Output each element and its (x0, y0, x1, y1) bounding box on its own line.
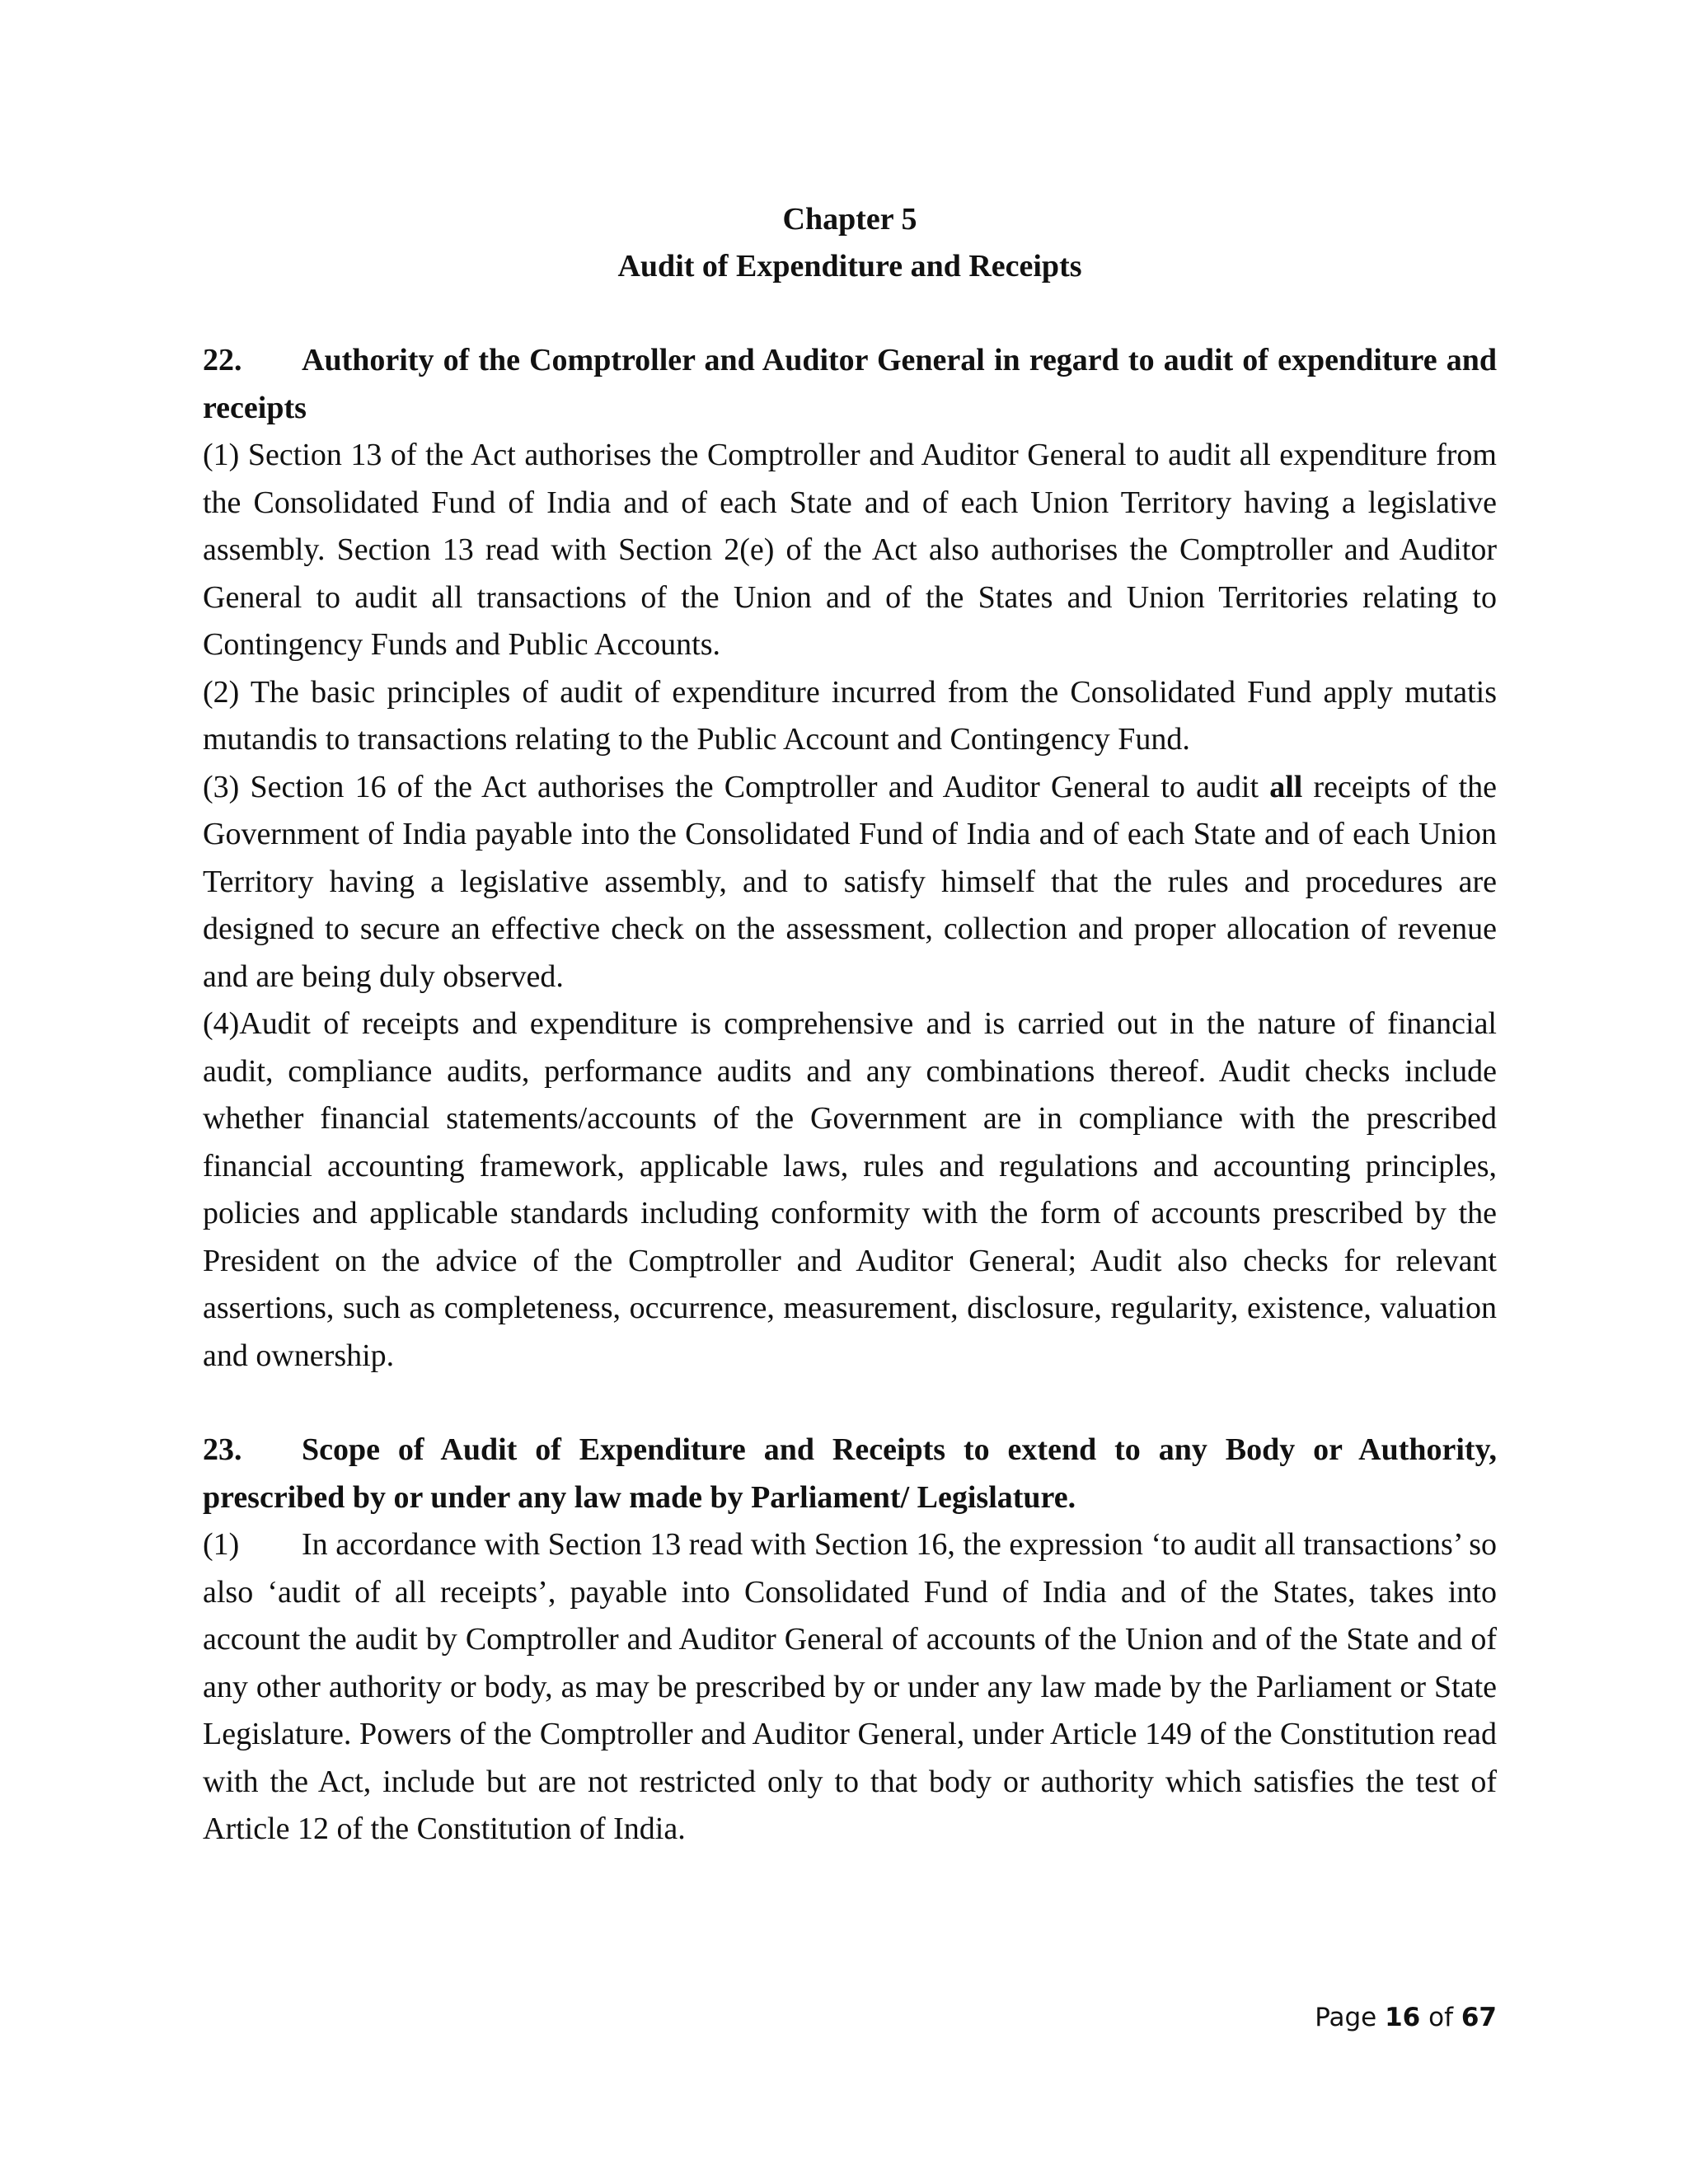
paragraph-3 (203, 764, 1497, 1001)
paragraph-number: (1) (203, 1527, 240, 1562)
page-word: Page (1315, 2003, 1377, 2032)
paragraph-2: (2) The basic principles of audit of expenditure incurred from the Consolidated Fund apply mutatis mutandis to transactions relating to the Public Account and Contingency Fund. (203, 674, 1497, 757)
paragraph-3-before: (3) Section 16 of the Act authorises the Comptroller and Auditor General to audit (203, 769, 1270, 804)
section-heading (203, 337, 1497, 432)
chapter-label: Chapter 5 (782, 202, 917, 237)
current-page-number: 16 (1385, 2003, 1421, 2032)
section-number: 22. (203, 343, 242, 377)
section-heading (203, 1427, 1497, 1521)
total-pages-number: 67 (1461, 2003, 1497, 2032)
section-number: 23. (203, 1432, 242, 1467)
paragraph-4: (4)Audit of receipts and expenditure is comprehensive and is carried out in the nature of financial audit, compliance audits, performance audits and any combinations thereof. Audit checks include whether financial statements/accounts of the Government are in compliance with the prescribed financial accounting framework, applicable laws, rules and regulations and accounting principles, policies and applicable standards including conformity with the form of accounts prescribed by the President on the advice of the Comptroller and Auditor General; Audit also checks for relevant assertions, such as completeness, occurrence, measurement, disclosure, regularity, existence, valuation and ownership. (203, 1006, 1497, 1373)
spacer (203, 290, 1497, 337)
section-22 (203, 337, 1497, 1380)
paragraph-text: In accordance with Section 13 read with Section 16, the expression ‘to audit all transactions’ so also ‘audit of all receipts’, payable into Consolidated Fund of India and of the States, takes into account the audit by Comptroller and Auditor General of accounts of the Union and of the State and of any other authority or body, as may be prescribed by or under any law made by the Parliament or State Legislature. Powers of the Comptroller and Auditor General, under Article 149 of the Constitution read with the Act, include but are not restricted only to that body or authority which satisfies the test of Article 12 of the Constitution of India. (203, 1527, 1497, 1846)
of-word: of (1428, 2003, 1453, 2032)
paragraph-1 (203, 1521, 1497, 1854)
section-heading-text: Authority of the Comptroller and Auditor General in regard to audit of expenditure and receipts (203, 343, 1497, 425)
section-23 (203, 1427, 1497, 1854)
section-heading-text: Scope of Audit of Expenditure and Receipts to extend to any Body or Authority, prescribed by or under any law made by Parliament/ Legislature. (203, 1432, 1497, 1515)
chapter-title: Audit of Expenditure and Receipts (617, 249, 1082, 284)
page-footer (1315, 2001, 1497, 2034)
page-content (203, 196, 1497, 1854)
spacer (203, 1380, 1497, 1427)
paragraph-3-bold: all (1269, 769, 1303, 804)
paragraph-3-after: receipts of the Government of India payable into the Consolidated Fund of India and of each State and of each Union Territory having a legislative assembly, and to satisfy himself that the rules and procedures are designed to secure an effective check on the assessment, collection and proper allocation of revenue and are being duly observed. (203, 769, 1497, 994)
paragraph-1: (1) Section 13 of the Act authorises the Comptroller and Auditor General to audit all expenditure from the Consolidated Fund of India and of each State and of each Union Territory having a legislative assembly. Section 13 read with Section 2(e) of the Act also authorises the Comptroller and Auditor General to audit all transactions of the Union and of the States and Union Territories relating to Contingency Funds and Public Accounts. (203, 438, 1497, 662)
